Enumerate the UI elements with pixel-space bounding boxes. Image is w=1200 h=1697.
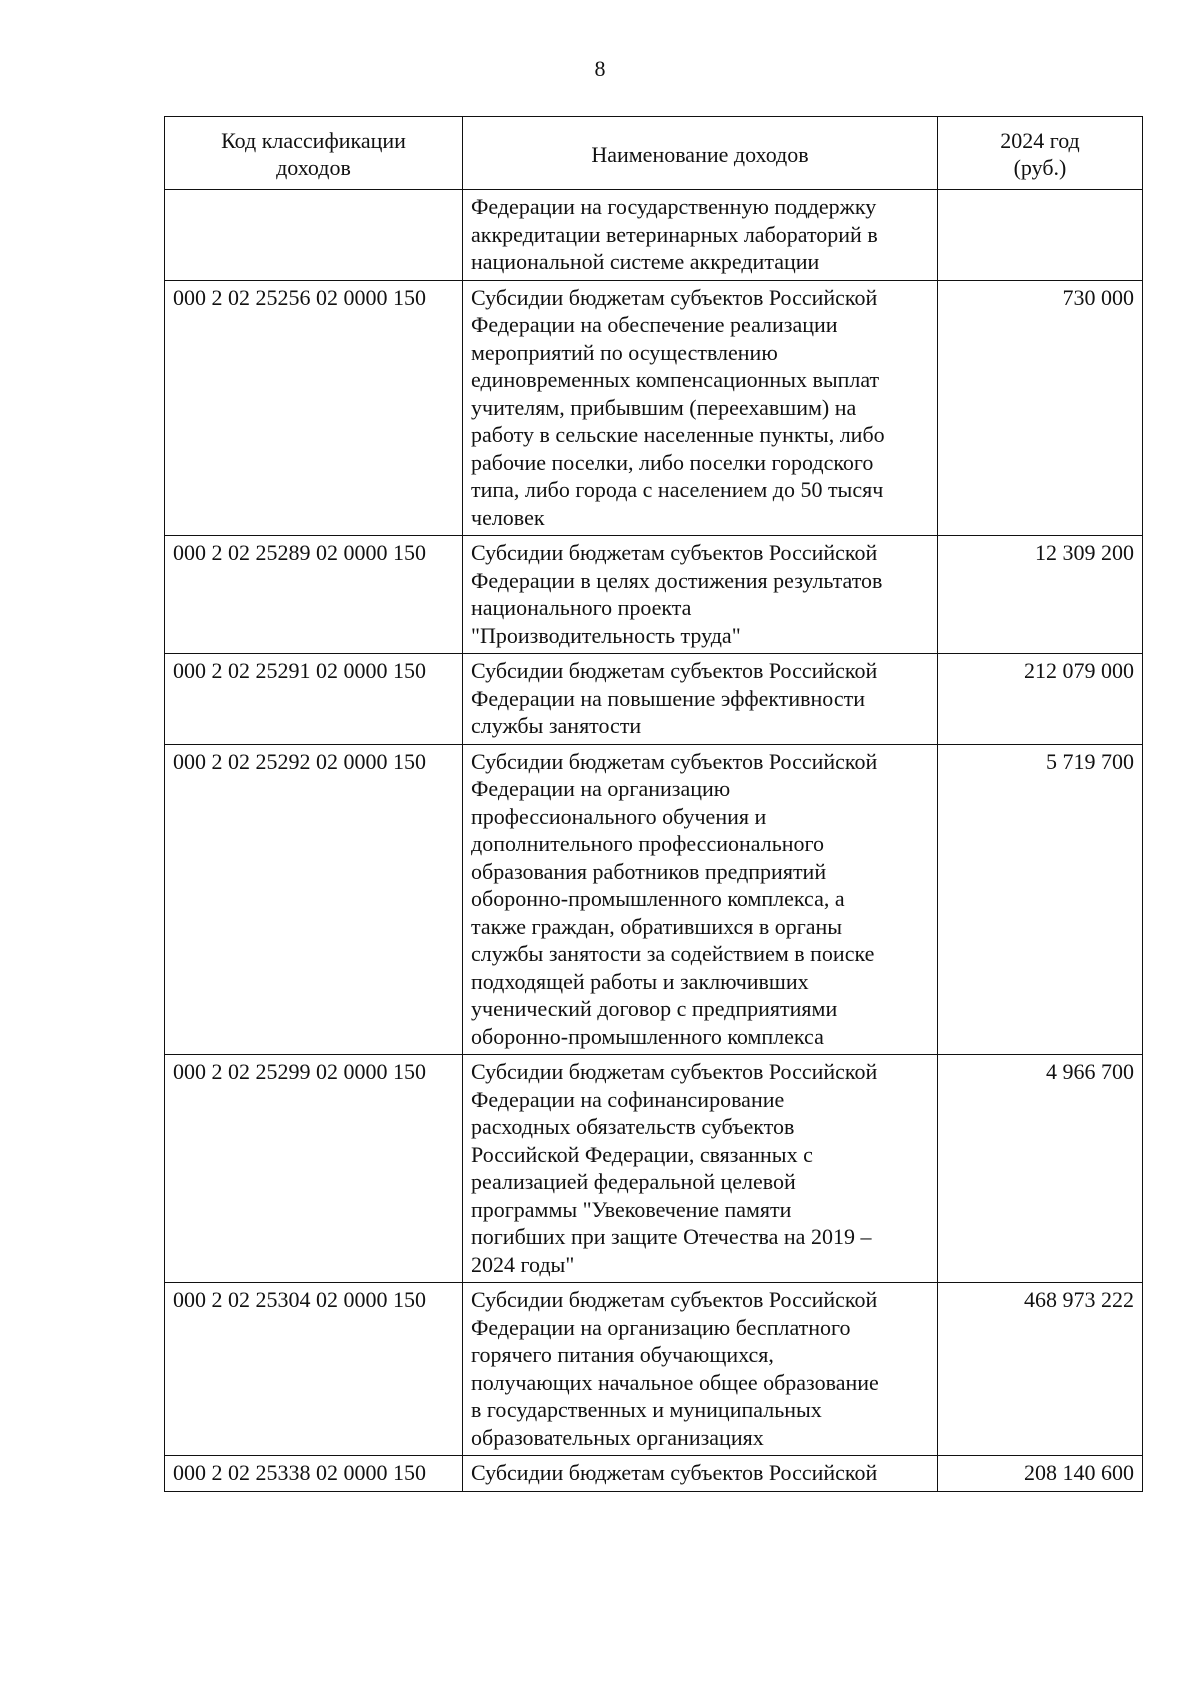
header-amount-line: 2024 год [1000, 128, 1080, 153]
income-name-line: работу в сельские населенные пункты, либо [471, 422, 885, 447]
income-name-line: национального проекта [471, 595, 692, 620]
income-name-line: получающих начальное общее образование [471, 1369, 879, 1395]
income-name-line: учителям, прибывшим (переехавшим) на [471, 394, 857, 420]
income-name-cell [463, 536, 938, 654]
income-name-cell [463, 190, 938, 281]
income-name-line: ученический договор с предприятиями [471, 996, 838, 1021]
header-code-line: Код классификации [221, 128, 406, 153]
income-name-line: аккредитации ветеринарных лабораторий в [471, 221, 878, 247]
table-header [165, 117, 1143, 190]
income-name-line: Федерации на повышение эффективности [471, 685, 866, 711]
income-name-line: реализацией федеральной целевой [471, 1169, 796, 1194]
header-amount [938, 117, 1143, 190]
income-name-line: 2024 годы" [471, 1251, 575, 1277]
income-name-line: образования работников предприятий [471, 858, 827, 884]
income-code-cell: 000 2 02 25304 02 0000 150 [165, 1283, 463, 1456]
income-amount-cell: 208 140 600 [938, 1456, 1143, 1492]
income-name-line: национальной системе аккредитации [471, 249, 820, 274]
income-name-line: Субсидии бюджетам субъектов Российской [471, 658, 878, 683]
income-name-line: типа, либо города с населением до 50 тысяч [471, 477, 884, 502]
table-row [165, 744, 1143, 1055]
income-name-line: Субсидии бюджетам субъектов Российской [471, 748, 878, 774]
income-name-line: человек [471, 504, 545, 530]
table-row [165, 654, 1143, 745]
income-name-line: программы "Увековечение памяти [471, 1196, 792, 1222]
income-name-line: Субсидии бюджетам субъектов Российской [471, 284, 878, 310]
table-row [165, 1055, 1143, 1283]
income-name-line: также граждан, обратившихся в органы [471, 913, 843, 939]
income-code-cell: 000 2 02 25291 02 0000 150 [165, 654, 463, 745]
table-row [165, 280, 1143, 536]
income-name-line: Субсидии бюджетам субъектов Российской [471, 1059, 878, 1084]
table-body [165, 190, 1143, 1492]
income-name-line: горячего питания обучающихся, [471, 1342, 774, 1367]
header-amount-line: (руб.) [1013, 155, 1067, 180]
income-code-cell: 000 2 02 25292 02 0000 150 [165, 744, 463, 1055]
income-name-line: Российской Федерации, связанных с [471, 1141, 813, 1167]
income-name-line: Федерации на софинансирование [471, 1086, 785, 1112]
income-name-line: Федерации на обеспечение реализации [471, 312, 838, 337]
income-code-cell: 000 2 02 25299 02 0000 150 [165, 1055, 463, 1283]
header-name [463, 117, 938, 190]
income-name-line: "Производительность труда" [471, 622, 741, 648]
income-name-line: рабочие поселки, либо поселки городского [471, 449, 874, 475]
income-name-line: дополнительного профессионального [471, 831, 824, 856]
table-row [165, 536, 1143, 654]
page-number: 8 [594, 56, 606, 81]
income-amount-cell: 212 079 000 [938, 654, 1143, 745]
income-name-line: службы занятости за содействием в поиске [471, 941, 875, 966]
income-name-line: образовательных организациях [471, 1424, 764, 1450]
income-name-line: Федерации в целях достижения результатов [471, 567, 883, 593]
table-row [165, 190, 1143, 281]
income-name-line: мероприятий по осуществлению [471, 339, 778, 365]
income-amount-cell: 730 000 [938, 280, 1143, 536]
table-row [165, 1456, 1143, 1492]
income-name-line: оборонно-промышленного комплекса [471, 1023, 824, 1049]
income-name-line: Субсидии бюджетам субъектов Российской [471, 1460, 878, 1485]
income-amount-cell: 12 309 200 [938, 536, 1143, 654]
header-code-line: доходов [276, 155, 351, 180]
income-name-line: Федерации на организацию бесплатного [471, 1314, 851, 1340]
income-amount-cell [938, 190, 1143, 281]
income-table [164, 116, 1143, 1492]
income-amount-cell: 468 973 222 [938, 1283, 1143, 1456]
income-code-cell: 000 2 02 25256 02 0000 150 [165, 280, 463, 536]
income-name-line: подходящей работы и заключивших [471, 968, 809, 994]
header-row [165, 117, 1143, 190]
income-name-line: Федерации на государственную поддержку [471, 194, 877, 219]
income-name-cell [463, 654, 938, 745]
income-name-line: службы занятости [471, 713, 642, 738]
income-name-cell [463, 744, 938, 1055]
table-row [165, 1283, 1143, 1456]
income-name-line: расходных обязательств субъектов [471, 1114, 795, 1139]
income-code-cell: 000 2 02 25338 02 0000 150 [165, 1456, 463, 1492]
income-name-cell [463, 1456, 938, 1492]
income-name-cell [463, 280, 938, 536]
income-name-cell [463, 1283, 938, 1456]
income-name-line: в государственных и муниципальных [471, 1397, 822, 1422]
header-name-label: Наименование доходов [591, 141, 809, 167]
income-amount-cell: 5 719 700 [938, 744, 1143, 1055]
income-name-line: Субсидии бюджетам субъектов Российской [471, 540, 878, 565]
income-name-cell [463, 1055, 938, 1283]
income-name-line: Федерации на организацию [471, 776, 731, 801]
income-name-line: погибших при защите Отечества на 2019 – [471, 1224, 872, 1249]
income-name-line: Субсидии бюджетам субъектов Российской [471, 1287, 878, 1312]
header-code [165, 117, 463, 190]
income-name-line: профессионального обучения и [471, 803, 767, 829]
income-amount-cell: 4 966 700 [938, 1055, 1143, 1283]
income-code-cell: 000 2 02 25289 02 0000 150 [165, 536, 463, 654]
income-name-line: единовременных компенсационных выплат [471, 367, 880, 392]
income-code-cell [165, 190, 463, 281]
income-name-line: оборонно-промышленного комплекса, а [471, 886, 845, 911]
